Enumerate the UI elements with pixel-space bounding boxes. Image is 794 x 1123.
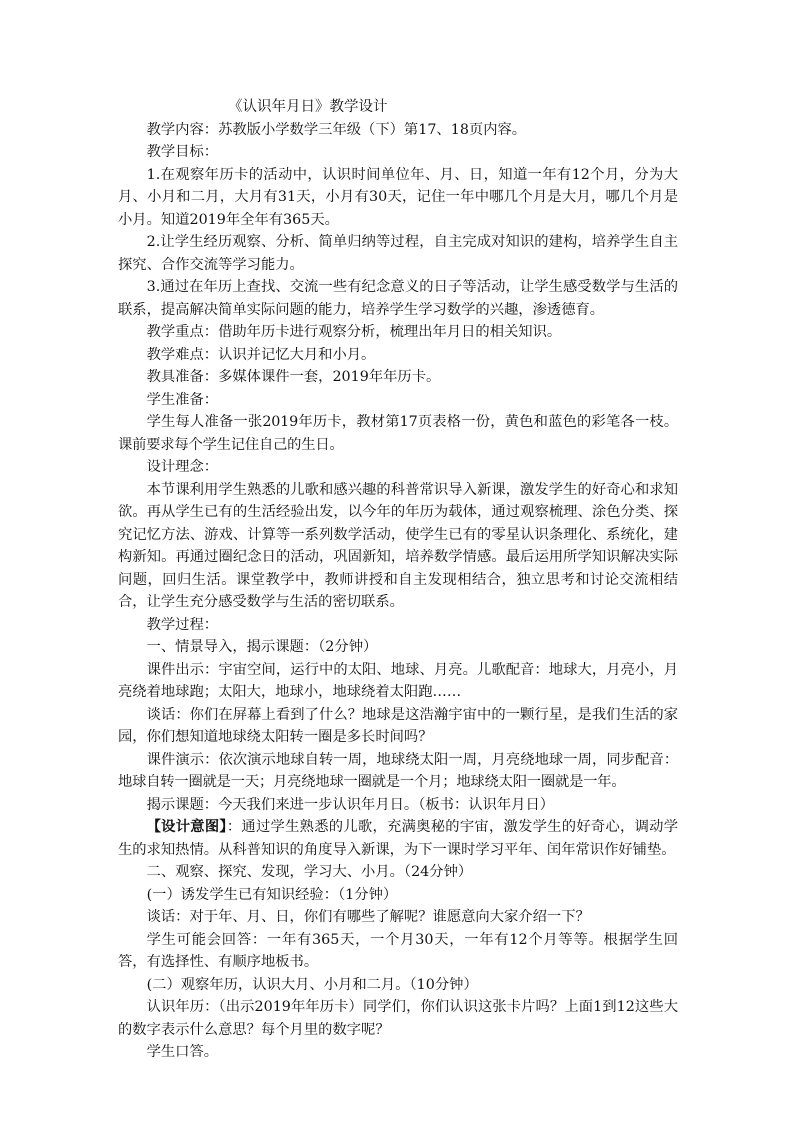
section-2-paragraph-2: 学生可能会回答：一年有365天，一个月30天，一年有12个月等等。根据学生回答，有选择性、有顺序地板书。 — [118, 931, 678, 970]
design-intent — [118, 816, 678, 861]
section-1-paragraph-2: 谈话：你们在屏幕上看到了什么？地球是这浩瀚宇宙中的一颗行星，是我们生活的家园，你们想知道地球绕太阳转一圈是多长时间吗？ — [118, 706, 678, 745]
subsection-1-heading: (一）诱发学生已有知识经验：（1分钟） — [146, 886, 398, 903]
key-point: 教学重点：借助年历卡进行观察分析，梳理出年月日的相关知识。 — [146, 324, 562, 340]
document-page — [118, 96, 678, 1064]
student-prep-heading: 学生准备： — [146, 391, 219, 408]
section-1-paragraph-4: 揭示课题：今天我们来进一步认识年月日。（板书：认识年月日） — [146, 796, 555, 813]
section-2-paragraph-3: 认识年历：（出示2019年年历卡）同学们，你们认识这张卡片吗？上面1到12这些大的数字表示什么意思？每个月里的数字呢？ — [118, 999, 678, 1038]
section-1-paragraph-1: 课件出示：宇宙空间，运行中的太阳、地球、月亮。儿歌配音：地球大，月亮小，月亮绕着地球跑；太阳大，地球小，地球绕着太阳跑…… — [118, 661, 678, 700]
goal-2: 2.让学生经历观察、分析、简单归纳等过程，自主完成对知识的建构，培养学生自主探究、合作交流等学习能力。 — [118, 234, 678, 273]
goal-1: 1.在观察年历卡的活动中，认识时间单位年、月、日，知道一年有12个月，分为大月、小月和二月，大月有31天，小月有30天，记住一年中哪几个月是大月，哪几个月是小月。知道2019年全年有365天。 — [118, 166, 678, 228]
section-2-heading: 二、观察、探究、发现，学习大、小月。（24分钟） — [146, 864, 473, 880]
design-intent-label: 【设计意图】 — [146, 819, 227, 835]
teaching-tools: 教具准备：多媒体课件一套，2019年年历卡。 — [146, 369, 441, 385]
goal-3: 3.通过在年历上查找、交流一些有纪念意义的日子等活动，让学生感受数学与生活的联系，提高解决简单实际问题的能力，培养学生学习数学的兴趣，渗透德育。 — [118, 279, 678, 318]
process-heading: 教学过程： — [146, 616, 219, 633]
section-1-paragraph-3: 课件演示：依次演示地球自转一周，地球绕太阳一周，月亮绕地球一周，同步配音：地球自转一圈就是一天；月亮绕地球一圈就是一个月；地球绕太阳一圈就是一年。 — [118, 751, 678, 790]
difficulty: 教学难点：认识并记忆大月和小月。 — [146, 346, 376, 363]
subsection-2-heading: (二）观察年历，认识大月、小月和二月。（10分钟） — [146, 976, 478, 993]
section-1-heading: 一、情景导入，揭示课题：（2分钟） — [146, 639, 378, 655]
student-prep: 学生每人准备一张2019年历卡，教材第17页表格一份，黄色和蓝色的彩笔各一枝。课前要求每个学生记住自己的生日。 — [118, 414, 678, 453]
section-2-paragraph-1: 谈话：对于年、月、日，你们有哪些了解呢？谁愿意向大家介绍一下？ — [146, 909, 590, 925]
design-concept: 本节课利用学生熟悉的儿歌和感兴趣的科普常识导入新课，激发学生的好奇心和求知欲。再从学生已有的生活经验出发，以今年的年历为载体，通过观察梳理、涂色分类、探究记忆方法、游戏、计算等一系列数学活动，使学生已有的零星认识条理化、系统化，建构新知。再通过圈纪念日的活动，巩固新知，培养数学情感。最后运用所学知识解决实际问题，回归生活。课堂教学中，教师讲授和自主发现相结合，独立思考和讨论交流相结合，让学生充分感受数学与生活的密切联系。 — [118, 481, 678, 610]
section-2-paragraph-4: 学生口答。 — [146, 1044, 219, 1060]
goals-heading: 教学目标： — [146, 144, 219, 160]
design-intent-text: ：通过学生熟悉的儿歌，充满奥秘的宇宙，激发学生的好奇心，调动学生的求知热情。从科普知识的角度导入新课，为下一课时学习平年、闰年常识作好铺垫。 — [118, 819, 678, 858]
document-title: 《认识年月日》教学设计 — [228, 99, 388, 115]
teaching-content: 教学内容：苏教版小学数学三年级（下）第17、18页内容。 — [146, 121, 527, 138]
concept-heading: 设计理念： — [146, 459, 219, 475]
